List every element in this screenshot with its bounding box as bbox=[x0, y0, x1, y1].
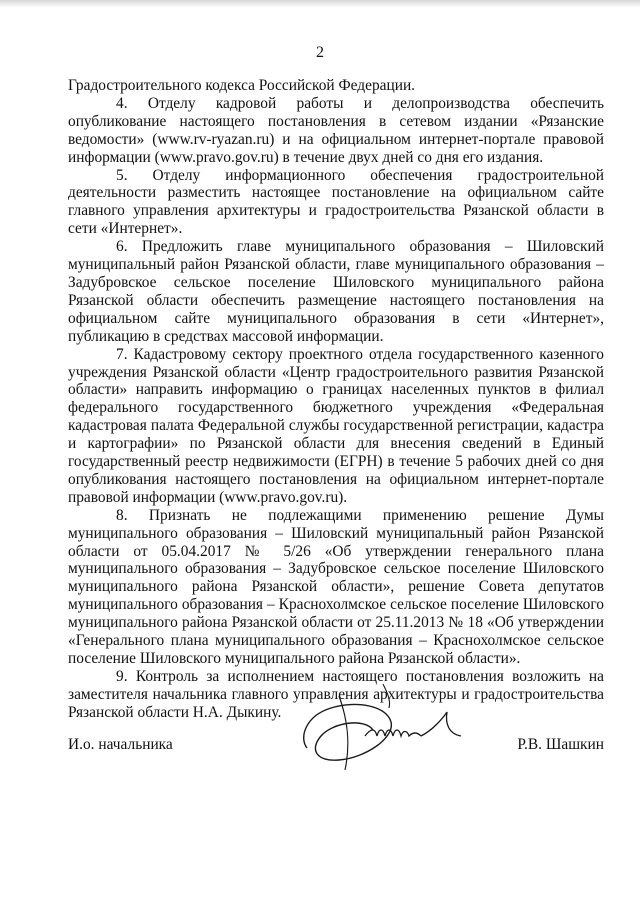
signatory-name: Р.В. Шашкин bbox=[517, 736, 604, 753]
paragraph-5: 5. Отделу информационного обеспечения градостроительной деятельности разместить настоящее постановление на официальном сайте главного управления архитектуры и градостроительства Рязанской области в сети «Интернет». bbox=[68, 166, 604, 238]
signature-block bbox=[68, 736, 604, 756]
handwritten-signature bbox=[295, 678, 465, 773]
paragraph-8: 8. Признать не подлежащими применению решение Думы муниципального образования – Шиловский муниципальный район Рязанской области от 05.04.2017 № 5/26 «Об утверждении генерального плана муниципального образования – Задубровское сельское поселение Шиловского муниципального района Рязанской области», решение Совета депутатов муниципального образования – Краснохолмское сельское поселение Шиловского муниципального района Рязанской области от 25.11.2013 № 18 «Об утверждении «Генерального плана муниципального образования – Краснохолмское сельское поселение Шиловского муниципального района Рязанской области». bbox=[68, 506, 604, 667]
paragraph-9: 9. Контроль за исполнением настоящего постановления возложить на заместителя начальника главного управления архитектуры и градостроительства Рязанской области Н.А. Дыкину. bbox=[68, 667, 604, 721]
paragraph-6: 6. Предложить главе муниципального образования – Шиловский муниципальный район Рязанской области, главе муниципального образования – Задубровское сельское поселение Шиловского муниципального района Рязанской области обеспечить размещение настоящего постановления на официальном сайте муниципального образования в сети «Интернет», публикацию в средствах массовой информации. bbox=[68, 238, 604, 345]
page-number: 2 bbox=[316, 44, 324, 61]
document-body bbox=[68, 77, 604, 722]
paragraph-4: 4. Отделу кадровой работы и делопроизводства обеспечить опубликование настоящего постановления в сетевом издании «Рязанские ведомости» (www.rv-ryazan.ru) и на официальном интернет-портале правовой информации (www.pravo.gov.ru) в течение двух дней со дня его издания. bbox=[68, 94, 604, 166]
scan-edge bbox=[0, 0, 640, 8]
paragraph-continuation: Градостроительного кодекса Российской Федерации. bbox=[68, 77, 416, 94]
paragraph-7: 7. Кадастровому сектору проектного отдела государственного казенного учреждения Рязанской области «Центр градостроительного развития Рязанской области» направить информацию о границах населенных пунктов в филиал федерального государственного бюджетного учреждения «Федеральная кадастровая палата Федеральной службы государственной регистрации, кадастра и картографии» по Рязанской области для внесения сведений в Единый государственный реестр недвижимости (ЕГРН) в течение 5 рабочих дней со дня опубликования настоящего постановления на официальном интернет-портале правовой информации (www.pravo.gov.ru). bbox=[68, 345, 604, 506]
signatory-position: И.о. начальника bbox=[68, 736, 173, 753]
